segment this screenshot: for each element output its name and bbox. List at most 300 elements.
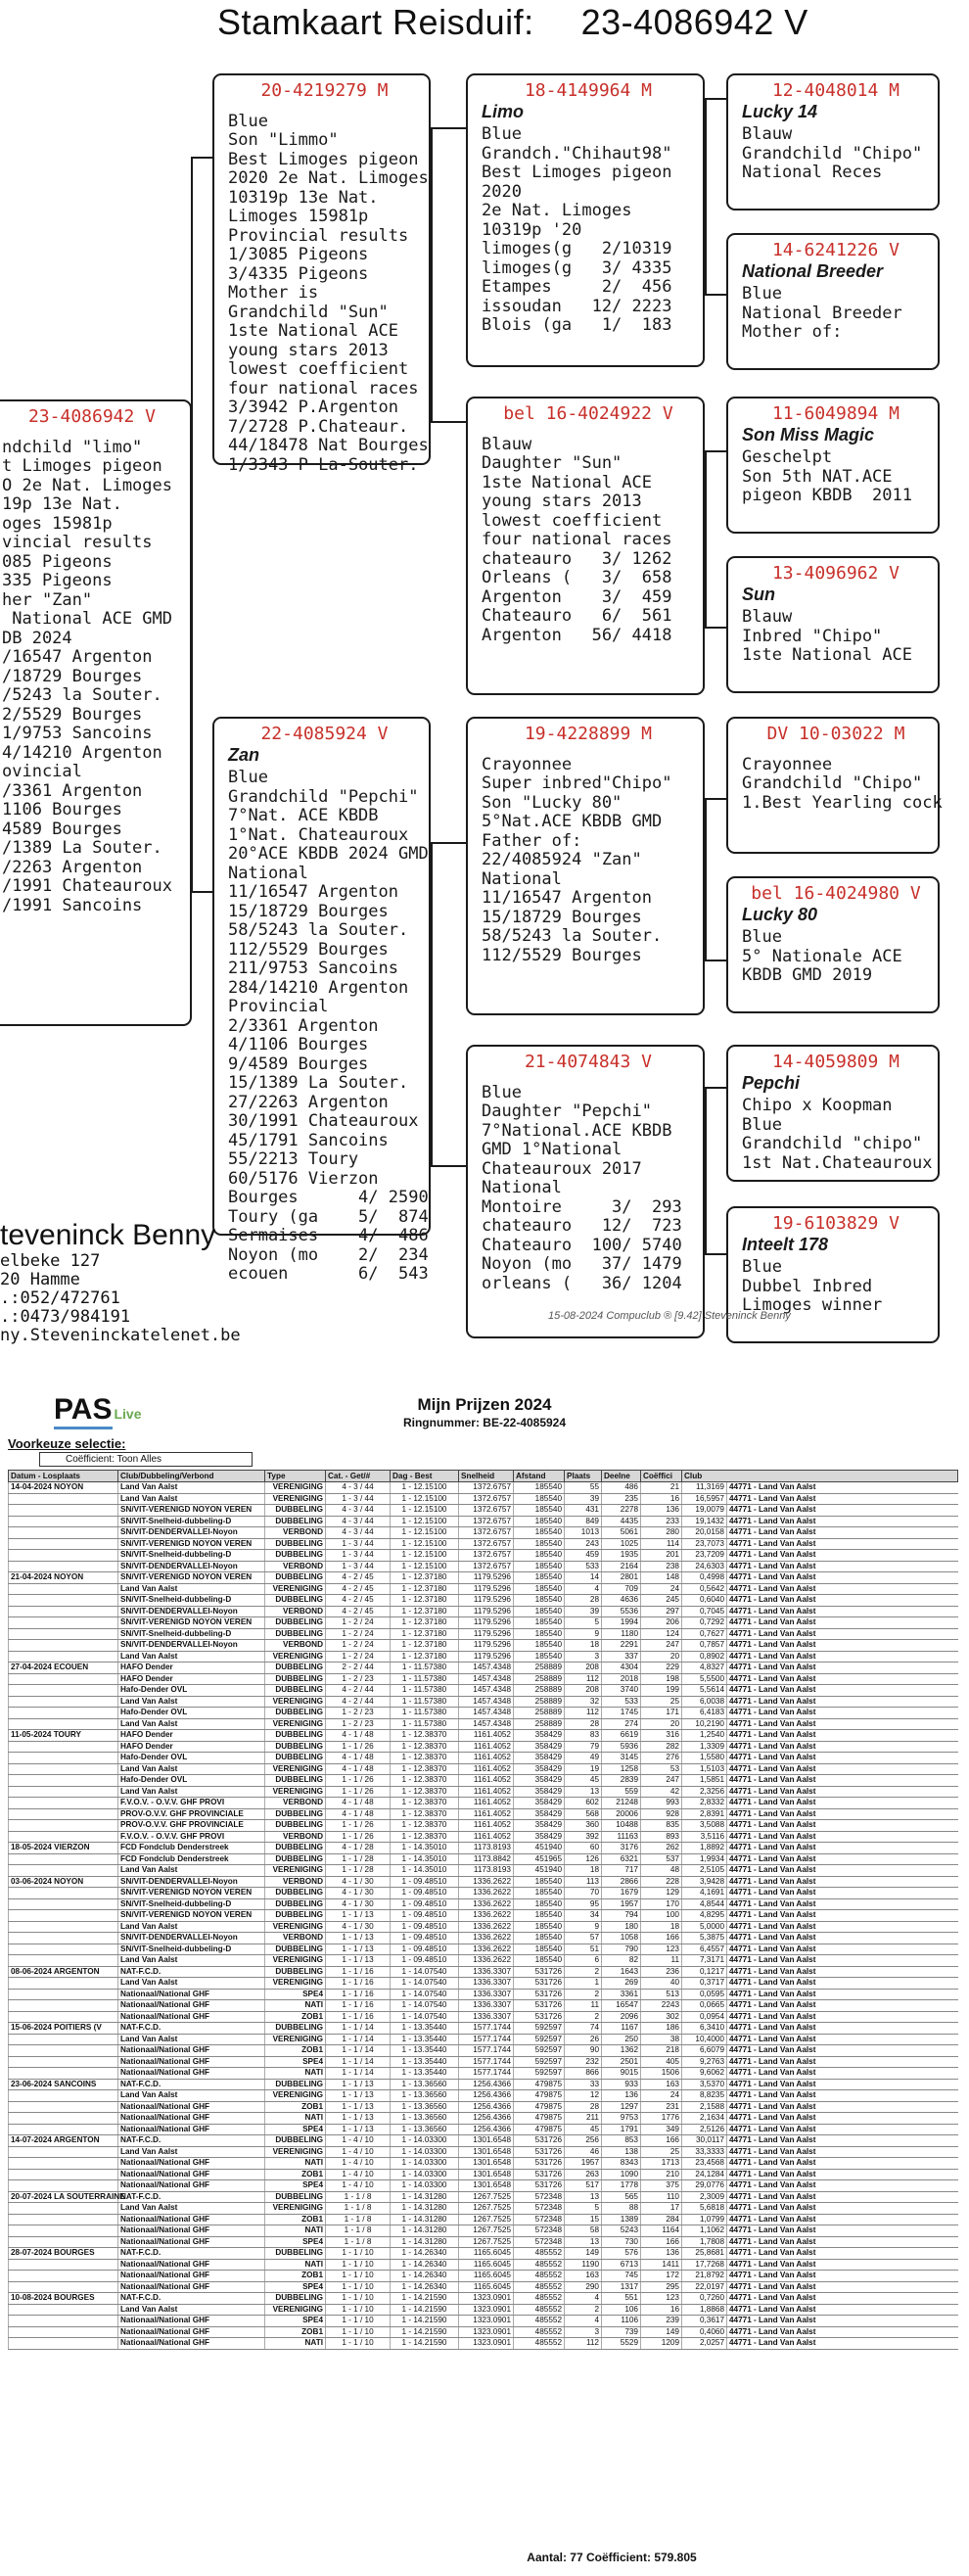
table-row xyxy=(9,2135,958,2147)
table-cell: 25 xyxy=(641,2146,682,2158)
table-cell: 1323.0901 xyxy=(459,2304,514,2316)
table-cell: 186 xyxy=(641,2023,682,2035)
table-cell: VERENIGING xyxy=(265,1786,326,1798)
table-row xyxy=(9,1516,958,1527)
table-cell: 0,4060 xyxy=(682,2326,727,2338)
pedigree-line: Geschelpt xyxy=(742,447,833,467)
table-cell: 6321 xyxy=(602,1853,641,1865)
table-cell: 44771 - Land Van Aalst xyxy=(727,1651,958,1663)
table-cell: 717 xyxy=(602,1865,641,1877)
table-cell: 263 xyxy=(565,2169,602,2180)
table-cell: 1 - 14.26340 xyxy=(391,2271,459,2282)
table-cell: 531726 xyxy=(514,1978,565,1990)
table-cell: 1256.4366 xyxy=(459,2124,514,2135)
table-cell: Nationaal/National GHF xyxy=(118,2271,265,2282)
table-cell: VERENIGING xyxy=(265,1865,326,1877)
table-row xyxy=(9,1978,958,1990)
table-cell: 1 - 1 / 28 xyxy=(326,1865,391,1877)
table-cell: 1 - 14.03300 xyxy=(391,2158,459,2170)
table-cell: 485552 xyxy=(514,2326,565,2338)
table-cell: DUBBELING xyxy=(265,1966,326,1978)
connector-line xyxy=(705,294,726,296)
table-cell: 1 - 09.48510 xyxy=(391,1955,459,1967)
ring-number: 14-4059809 M xyxy=(771,1052,900,1072)
table-row xyxy=(9,2000,958,2012)
table-cell: 136 xyxy=(641,1505,682,1517)
table-cell: 565 xyxy=(602,2191,641,2203)
table-cell: 1 - 14.31280 xyxy=(391,2203,459,2215)
table-cell: 1457.4348 xyxy=(459,1663,514,1674)
table-cell: 1,9934 xyxy=(682,1853,727,1865)
table-cell: 485552 xyxy=(514,2316,565,2327)
pigeon-card-sire xyxy=(212,73,431,475)
table-cell: 185540 xyxy=(514,1640,565,1652)
table-row xyxy=(9,1853,958,1865)
table-cell: 185540 xyxy=(514,1482,565,1494)
table-cell: VERBOND xyxy=(265,1606,326,1617)
table-cell: 4 - 1 / 28 xyxy=(326,1843,391,1854)
table-cell: 1 - 14.31280 xyxy=(391,2191,459,2203)
table-cell: 1336.2622 xyxy=(459,1898,514,1910)
table-cell: 431 xyxy=(565,1505,602,1517)
table-cell: 572348 xyxy=(514,2214,565,2225)
table-cell: DUBBELING xyxy=(265,1944,326,1955)
table-row xyxy=(9,1538,958,1550)
table-cell: 1058 xyxy=(602,1933,641,1944)
table-row xyxy=(9,2316,958,2327)
table-cell: 262 xyxy=(641,1843,682,1854)
table-cell xyxy=(9,2068,118,2080)
table-cell: 1336.2622 xyxy=(459,1955,514,1967)
table-cell: 4 - 3 / 44 xyxy=(326,1527,391,1539)
table-row xyxy=(9,2101,958,2113)
table-cell: VERENIGING xyxy=(265,1921,326,1933)
table-cell: 82 xyxy=(602,1955,641,1967)
table-cell xyxy=(9,2034,118,2045)
table-cell: DUBBELING xyxy=(265,1843,326,1854)
table-cell: 100 xyxy=(641,1910,682,1922)
table-cell: 592597 xyxy=(514,2068,565,2080)
table-cell: 533 xyxy=(565,1561,602,1572)
table-cell: 282 xyxy=(641,1741,682,1753)
table-cell: DUBBELING xyxy=(265,2135,326,2147)
table-cell: SPE4 xyxy=(265,1989,326,2000)
table-cell: 1267.7525 xyxy=(459,2236,514,2248)
table-cell: 44771 - Land Van Aalst xyxy=(727,1673,958,1685)
table-cell: 185540 xyxy=(514,1617,565,1629)
table-cell: 6713 xyxy=(602,2259,641,2271)
table-cell: 1577.1744 xyxy=(459,2056,514,2068)
table-cell: 5,0000 xyxy=(682,1921,727,1933)
table-cell: 572348 xyxy=(514,2203,565,2215)
table-cell: 1 - 12.38370 xyxy=(391,1741,459,1753)
table-cell: Land Van Aalst xyxy=(118,1583,265,1595)
table-cell: 6,4557 xyxy=(682,1944,727,1955)
pedigree-line: Grandchild "chipo" xyxy=(742,1134,923,1153)
table-cell: 1 - 2 / 24 xyxy=(326,1617,391,1629)
table-cell: 44771 - Land Van Aalst xyxy=(727,2203,958,2215)
table-cell: 44771 - Land Van Aalst xyxy=(727,1550,958,1562)
owner-info xyxy=(0,1219,241,1345)
table-cell: 33 xyxy=(565,2079,602,2090)
table-cell: 1 - 12.38370 xyxy=(391,1786,459,1798)
table-cell: 21-04-2024 NOYON xyxy=(9,1572,118,1584)
table-cell: 1179.5296 xyxy=(459,1617,514,1629)
table-cell: 4 - 3 / 44 xyxy=(326,1482,391,1494)
table-cell: NATI xyxy=(265,2338,326,2350)
table-cell: 1317 xyxy=(602,2281,641,2293)
table-row xyxy=(9,1527,958,1539)
table-cell xyxy=(9,1561,118,1572)
table-cell: Nationaal/National GHF xyxy=(118,2225,265,2237)
table-cell: 44771 - Land Van Aalst xyxy=(727,1538,958,1550)
table-cell: 0,6040 xyxy=(682,1595,727,1607)
table-cell: 4 - 2 / 45 xyxy=(326,1583,391,1595)
table-cell: 44771 - Land Van Aalst xyxy=(727,1763,958,1775)
table-cell: NATI xyxy=(265,2113,326,2125)
pedigree-line: 3/3942 P.Argenton xyxy=(228,398,398,417)
table-cell: 23,7209 xyxy=(682,1550,727,1562)
table-cell: 2,8332 xyxy=(682,1798,727,1809)
table-cell: 3,5088 xyxy=(682,1820,727,1832)
table-cell: 3,5116 xyxy=(682,1831,727,1843)
table-cell: 44771 - Land Van Aalst xyxy=(727,1820,958,1832)
table-cell: 44771 - Land Van Aalst xyxy=(727,2135,958,2147)
table-cell: SN/VIT-DENDERVALLEI-Noyon xyxy=(118,1606,265,1617)
table-cell: Land Van Aalst xyxy=(118,1718,265,1730)
table-cell: 451940 xyxy=(514,1865,565,1877)
table-row xyxy=(9,2271,958,2282)
table-cell xyxy=(9,2326,118,2338)
connector-line xyxy=(705,960,726,961)
table-cell: 479875 xyxy=(514,2124,565,2135)
table-cell: 124 xyxy=(641,1628,682,1640)
table-cell: 11 xyxy=(565,2000,602,2012)
table-cell: 29,0776 xyxy=(682,2180,727,2192)
table-cell: 2 xyxy=(565,1966,602,1978)
table-cell: 5243 xyxy=(602,2225,641,2237)
table-row xyxy=(9,1831,958,1843)
table-cell: 1 - 14.03300 xyxy=(391,2180,459,2192)
table-cell: Land Van Aalst xyxy=(118,2090,265,2102)
table-cell: 236 xyxy=(641,1966,682,1978)
pedigree-line: Argenton 3/ 459 xyxy=(482,586,672,607)
table-cell xyxy=(9,2056,118,2068)
table-cell: 44771 - Land Van Aalst xyxy=(727,1561,958,1572)
table-cell: SN/VIT-VERENIGD NOYON VEREN xyxy=(118,1572,265,1584)
table-cell: 533 xyxy=(602,1696,641,1708)
pigeon-name: Limo xyxy=(482,101,524,121)
table-row xyxy=(9,1617,958,1629)
table-cell: 284 xyxy=(641,2214,682,2225)
pedigree-line: Limoges winner xyxy=(742,1295,883,1315)
table-cell: 28 xyxy=(565,1595,602,1607)
table-cell: 258889 xyxy=(514,1673,565,1685)
table-cell: DUBBELING xyxy=(265,1898,326,1910)
table-cell: 1 - 12.38370 xyxy=(391,1763,459,1775)
table-cell: 199 xyxy=(641,1685,682,1697)
table-cell: Nationaal/National GHF xyxy=(118,2045,265,2057)
table-cell: SN/VIT-VERENIGD NOYON VEREN xyxy=(118,1617,265,1629)
table-cell: 1957 xyxy=(565,2158,602,2170)
owner-address xyxy=(0,1252,241,1345)
table-cell: 2501 xyxy=(602,2056,641,2068)
pigeon-card-dss xyxy=(726,717,943,854)
table-cell: 44771 - Land Van Aalst xyxy=(727,2011,958,2023)
table-cell: PROV-O.V.V. GHF PROVINCIALE xyxy=(118,1820,265,1832)
table-cell: ZOB1 xyxy=(265,2045,326,2057)
table-cell: 479875 xyxy=(514,2113,565,2125)
table-cell: 44771 - Land Van Aalst xyxy=(727,1730,958,1742)
table-cell: 39 xyxy=(565,1493,602,1505)
table-cell: 1 - 12.37180 xyxy=(391,1617,459,1629)
table-cell: VERBOND xyxy=(265,1561,326,1572)
table-row xyxy=(9,1753,958,1764)
table-cell: 1336.2622 xyxy=(459,1876,514,1888)
table-cell: 1 - 1 / 10 xyxy=(326,2271,391,2282)
table-cell: Nationaal/National GHF xyxy=(118,2180,265,2192)
table-cell: SN/VIT-Snelheid-dubbeling-D xyxy=(118,1595,265,1607)
table-cell: 231 xyxy=(641,2101,682,2113)
table-cell: 1161.4052 xyxy=(459,1775,514,1787)
table-cell: 1389 xyxy=(602,2214,641,2225)
table-row xyxy=(9,1876,958,1888)
table-cell: 166 xyxy=(641,1933,682,1944)
table-cell: 358429 xyxy=(514,1798,565,1809)
table-cell: 1 - 4 / 10 xyxy=(326,2169,391,2180)
table-cell: 8343 xyxy=(602,2158,641,2170)
table-cell: 0,0595 xyxy=(682,1989,727,2000)
table-cell: 1 - 1 / 10 xyxy=(326,2293,391,2305)
table-cell xyxy=(9,2338,118,2350)
pedigree-line: /1991 Chateauroux xyxy=(2,876,172,896)
table-cell: Land Van Aalst xyxy=(118,2146,265,2158)
table-cell: VERENIGING xyxy=(265,1955,326,1967)
table-cell: 592597 xyxy=(514,2056,565,2068)
table-cell: 297 xyxy=(641,1606,682,1617)
table-row xyxy=(9,1640,958,1652)
table-cell: 44771 - Land Van Aalst xyxy=(727,1966,958,1978)
pedigree-line: ovincial xyxy=(2,762,82,781)
pedigree-line: Inbred "Chipo" xyxy=(742,626,883,646)
table-cell: SPE4 xyxy=(265,2281,326,2293)
table-cell: 592597 xyxy=(514,2034,565,2045)
pedigree-line: National xyxy=(482,868,562,889)
table-cell: 6,4183 xyxy=(682,1708,727,1719)
pedigree-line: Chateauro 6/ 561 xyxy=(482,606,672,626)
table-cell: 1 - 1 / 26 xyxy=(326,1775,391,1787)
table-cell: 1 - 14.21590 xyxy=(391,2304,459,2316)
table-cell: 1 - 12.15100 xyxy=(391,1527,459,1539)
table-cell: 1 - 4 / 10 xyxy=(326,2180,391,2192)
table-cell: SN/VIT-VERENIGD NOYON VEREN xyxy=(118,1910,265,1922)
table-row xyxy=(9,1628,958,1640)
table-cell: 485552 xyxy=(514,2271,565,2282)
table-cell: 44771 - Land Van Aalst xyxy=(727,2248,958,2260)
table-cell: 113 xyxy=(565,1876,602,1888)
table-cell: 2 - 2 / 44 xyxy=(326,1663,391,1674)
table-cell: DUBBELING xyxy=(265,1708,326,1719)
table-cell xyxy=(9,1493,118,1505)
table-cell: 1 - 13.35440 xyxy=(391,2045,459,2057)
table-cell: 316 xyxy=(641,1730,682,1742)
table-cell: 1 - 3 / 44 xyxy=(326,1550,391,1562)
table-cell: 44771 - Land Van Aalst xyxy=(727,1898,958,1910)
table-cell: 360 xyxy=(565,1820,602,1832)
table-cell: 1791 xyxy=(602,2124,641,2135)
table-cell: 136 xyxy=(602,2090,641,2102)
table-cell: 15-06-2024 POITIERS (V xyxy=(9,2023,118,2035)
table-cell: 198 xyxy=(641,1673,682,1685)
table-cell: 185540 xyxy=(514,1595,565,1607)
table-cell: 1258 xyxy=(602,1763,641,1775)
table-cell: 44771 - Land Van Aalst xyxy=(727,1617,958,1629)
table-cell: 1 - 12.38370 xyxy=(391,1753,459,1764)
table-cell: 15 xyxy=(565,2214,602,2225)
table-cell: 1301.6548 xyxy=(459,2135,514,2147)
table-cell: 1 - 14.35010 xyxy=(391,1853,459,1865)
pedigree-line: 15/18729 Bourges xyxy=(482,907,642,927)
table-row xyxy=(9,1550,958,1562)
pedigree-line: National xyxy=(228,863,308,883)
table-cell: 1161.4052 xyxy=(459,1730,514,1742)
table-cell: 149 xyxy=(565,2248,602,2260)
table-cell xyxy=(9,1640,118,1652)
pedigree-line: Argenton 56/ 4418 xyxy=(482,625,672,645)
pedigree-line: /16547 Argenton xyxy=(2,647,153,667)
table-cell xyxy=(9,1763,118,1775)
pigeon-card-dsd xyxy=(726,876,940,1013)
pedigree-line: chateauro 3/ 1262 xyxy=(482,548,672,569)
table-cell: 112 xyxy=(565,2338,602,2350)
pedigree-line: Daughter "Sun" xyxy=(482,453,623,473)
pedigree-line: young stars 2013 xyxy=(228,340,389,360)
table-cell: 0,4998 xyxy=(682,1572,727,1584)
table-cell: 1 - 12.15100 xyxy=(391,1538,459,1550)
table-row xyxy=(9,2225,958,2237)
connector-line xyxy=(705,627,726,629)
table-cell: Hafo-Dender OVL xyxy=(118,1753,265,1764)
pigeon-card-ssd xyxy=(726,233,940,370)
table-cell: 44771 - Land Van Aalst xyxy=(727,1685,958,1697)
table-cell: 44771 - Land Van Aalst xyxy=(727,2068,958,2080)
table-cell: 12 xyxy=(565,2090,602,2102)
table-cell: VERENIGING xyxy=(265,1696,326,1708)
table-cell: 1267.7525 xyxy=(459,2214,514,2225)
pedigree-line: Provincial results xyxy=(228,225,409,246)
table-cell: 1256.4366 xyxy=(459,2113,514,2125)
table-cell: 3,5370 xyxy=(682,2079,727,2090)
pedigree-line: /18729 Bourges xyxy=(2,666,143,686)
pedigree-line: 10319p '20 xyxy=(482,219,582,240)
table-cell: 83 xyxy=(565,1730,602,1742)
table-cell: 274 xyxy=(602,1718,641,1730)
table-cell xyxy=(9,2011,118,2023)
table-cell: 835 xyxy=(641,1820,682,1832)
table-cell: 1 - 1 / 26 xyxy=(326,1786,391,1798)
table-cell: 1 - 3 / 44 xyxy=(326,1493,391,1505)
table-row xyxy=(9,2090,958,2102)
table-cell: 44771 - Land Van Aalst xyxy=(727,1663,958,1674)
table-cell: 1090 xyxy=(602,2169,641,2180)
pedigree-line: Bourges 4/ 2590 xyxy=(228,1188,429,1207)
table-cell: 337 xyxy=(602,1651,641,1663)
table-cell: DUBBELING xyxy=(265,1853,326,1865)
table-cell: 531726 xyxy=(514,2146,565,2158)
table-cell: Nationaal/National GHF xyxy=(118,2011,265,2023)
table-cell: 1 - 12.37180 xyxy=(391,1651,459,1663)
table-cell: NATI xyxy=(265,2259,326,2271)
table-cell: 1 - 09.48510 xyxy=(391,1921,459,1933)
table-cell: 19,0079 xyxy=(682,1505,727,1517)
table-cell: 1167 xyxy=(602,2023,641,2035)
pigeon-card-main xyxy=(0,399,192,1026)
pedigree-line: /3361 Argenton xyxy=(2,780,143,801)
table-cell xyxy=(9,1685,118,1697)
table-row xyxy=(9,2180,958,2192)
pedigree-line: Best Limoges pigeon xyxy=(228,149,419,169)
table-cell: 44771 - Land Van Aalst xyxy=(727,2214,958,2225)
table-cell: SN/VIT-DENDERVALLEI-Noyon xyxy=(118,1561,265,1572)
table-cell: Land Van Aalst xyxy=(118,1955,265,1967)
ring-number: 11-6049894 M xyxy=(771,403,900,424)
pedigree-line: 4/1106 Bourges xyxy=(228,1035,369,1054)
pedigree-line: 58/5243 la Souter. xyxy=(228,920,409,940)
connector-line xyxy=(705,1087,726,1089)
table-cell: 245 xyxy=(641,1595,682,1607)
table-cell: FCD Fondclub Denderstreek xyxy=(118,1853,265,1865)
pedigree-line: Blue xyxy=(742,1114,782,1135)
table-cell xyxy=(9,2259,118,2271)
coefficient-filter[interactable]: Coëfficient: Toon Alles xyxy=(39,1452,253,1467)
table-cell: 349 xyxy=(641,2124,682,2135)
pedigree-line: 19p 13e Nat. xyxy=(2,494,122,514)
table-cell: 44771 - Land Van Aalst xyxy=(727,2180,958,2192)
table-cell: 1 - 1 / 13 xyxy=(326,1933,391,1944)
pedigree-line: Crayonnee xyxy=(742,754,833,774)
table-cell: 1 - 1 / 13 xyxy=(326,1910,391,1922)
table-cell xyxy=(9,1708,118,1719)
table-cell: 1 - 2 / 24 xyxy=(326,1651,391,1663)
owner-line: elbeke 127 xyxy=(0,1251,101,1271)
table-cell: 485552 xyxy=(514,2248,565,2260)
table-row xyxy=(9,1888,958,1899)
table-cell: 4 - 2 / 45 xyxy=(326,1572,391,1584)
table-cell: DUBBELING xyxy=(265,1685,326,1697)
table-cell: 9753 xyxy=(602,2113,641,2125)
table-cell: 4 xyxy=(565,2293,602,2305)
table-cell: 44771 - Land Van Aalst xyxy=(727,2090,958,2102)
table-cell: 1 - 09.48510 xyxy=(391,1944,459,1955)
table-cell: 1 - 09.48510 xyxy=(391,1898,459,1910)
table-cell: 126 xyxy=(565,1853,602,1865)
table-cell xyxy=(9,2158,118,2170)
table-cell: DUBBELING xyxy=(265,2248,326,2260)
table-cell: 1 - 09.48510 xyxy=(391,1910,459,1922)
table-cell: 1577.1744 xyxy=(459,2045,514,2057)
table-cell: 1372.6757 xyxy=(459,1538,514,1550)
table-cell: 0,7292 xyxy=(682,1617,727,1629)
table-cell: VERENIGING xyxy=(265,1493,326,1505)
pigeon-card-dam-dam xyxy=(466,1045,705,1338)
table-cell: DUBBELING xyxy=(265,1888,326,1899)
table-cell: 27-04-2024 ECOUEN xyxy=(9,1663,118,1674)
pedigree-line: 11/16547 Argenton xyxy=(482,888,652,908)
table-cell: 358429 xyxy=(514,1831,565,1843)
table-cell xyxy=(9,1989,118,2000)
table-cell: 0,8902 xyxy=(682,1651,727,1663)
connector-line xyxy=(705,1087,707,1253)
